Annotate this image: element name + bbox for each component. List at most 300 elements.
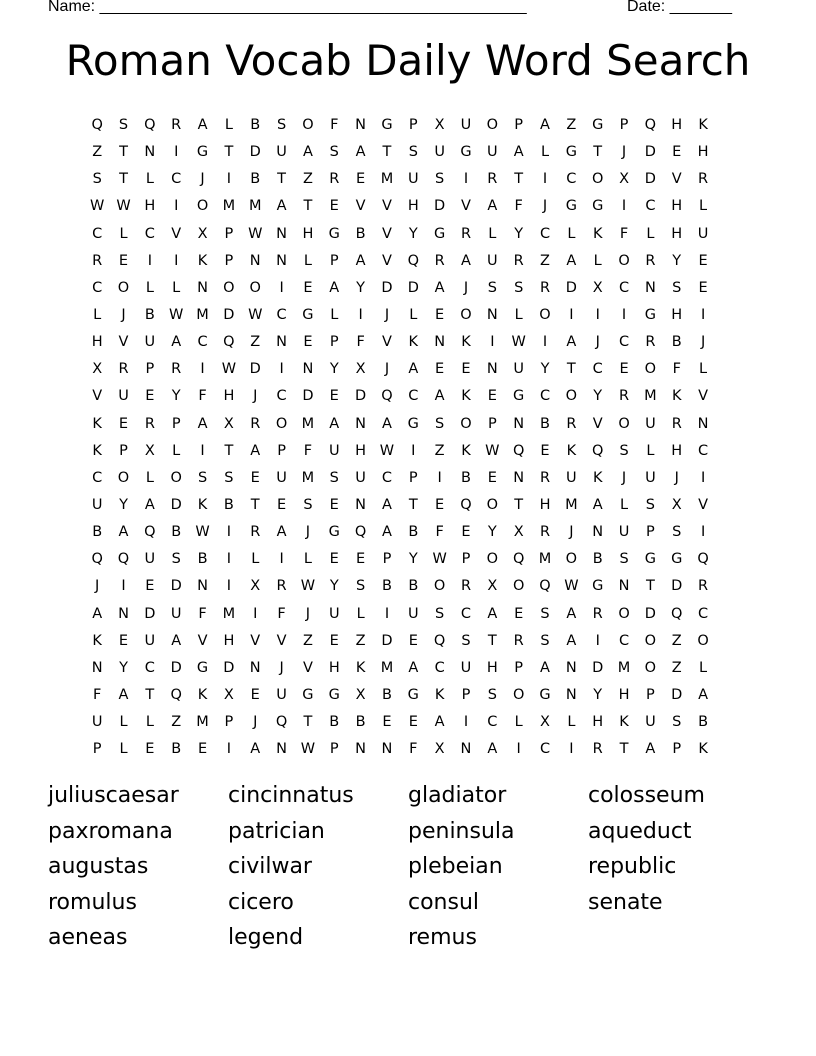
grid-letter[interactable]: Q	[91, 551, 103, 568]
grid-letter[interactable]: U	[170, 605, 182, 622]
grid-letter[interactable]: I	[226, 171, 232, 188]
grid-letter[interactable]: W	[300, 741, 316, 758]
grid-letter[interactable]: L	[172, 279, 181, 296]
grid-letter[interactable]: S	[619, 442, 629, 459]
grid-letter[interactable]: U	[144, 632, 156, 649]
grid-letter[interactable]: K	[671, 388, 682, 405]
grid-letter[interactable]: H	[618, 686, 630, 703]
grid-letter[interactable]: E	[329, 632, 339, 649]
grid-letter[interactable]: S	[329, 469, 339, 486]
grid-letter[interactable]: Q	[407, 252, 419, 269]
grid-letter[interactable]: K	[461, 334, 471, 351]
grid-letter[interactable]: F	[303, 442, 313, 459]
grid-letter[interactable]: E	[118, 252, 129, 269]
grid-letter[interactable]: I	[700, 469, 706, 486]
grid-letter[interactable]: N	[592, 524, 604, 541]
grid-letter[interactable]: L	[646, 225, 655, 242]
grid-letter[interactable]: I	[569, 306, 574, 323]
grid-letter[interactable]: C	[460, 605, 472, 622]
grid-letter[interactable]: R	[276, 578, 287, 595]
grid-letter[interactable]: I	[279, 279, 284, 296]
grid-letter[interactable]: H	[355, 442, 367, 459]
grid-letter[interactable]: M	[222, 605, 236, 622]
grid-letter[interactable]: U	[407, 605, 419, 622]
grid-letter[interactable]: U	[276, 686, 287, 703]
grid-letter[interactable]: H	[671, 306, 683, 323]
grid-letter[interactable]: T	[224, 442, 234, 459]
grid-letter[interactable]: D	[381, 279, 393, 296]
grid-letter[interactable]: M	[196, 714, 209, 731]
name-field[interactable]: Name: ________________________________________________	[48, 0, 527, 15]
grid-letter[interactable]: I	[279, 551, 284, 568]
grid-letter[interactable]: K	[197, 686, 208, 703]
grid-letter[interactable]: R	[171, 117, 182, 133]
grid-letter[interactable]: O	[697, 632, 709, 649]
grid-letter[interactable]: X	[355, 361, 366, 378]
grid-letter[interactable]: X	[487, 578, 498, 595]
grid-letter[interactable]: G	[644, 551, 657, 568]
grid-letter[interactable]: L	[119, 741, 128, 758]
grid-letter[interactable]: J	[621, 469, 627, 486]
grid-letter[interactable]: G	[539, 686, 551, 703]
grid-letter[interactable]: N	[91, 659, 103, 676]
grid-letter[interactable]: K	[566, 442, 577, 459]
grid-letter[interactable]: P	[145, 361, 155, 378]
grid-letter[interactable]: D	[302, 388, 314, 405]
grid-letter[interactable]: Y	[593, 686, 603, 703]
grid-letter[interactable]: R	[92, 252, 103, 269]
grid-letter[interactable]: T	[487, 632, 497, 649]
grid-letter[interactable]: A	[381, 524, 392, 541]
grid-letter[interactable]: P	[487, 415, 497, 432]
grid-letter[interactable]: E	[303, 279, 313, 296]
grid-letter[interactable]: L	[646, 442, 655, 459]
grid-letter[interactable]: I	[700, 306, 706, 323]
grid-letter[interactable]: J	[384, 361, 390, 378]
grid-letter[interactable]: V	[118, 334, 129, 351]
grid-letter[interactable]: S	[435, 605, 445, 622]
grid-letter[interactable]: H	[592, 714, 604, 731]
grid-letter[interactable]: J	[569, 524, 574, 541]
grid-letter[interactable]: B	[408, 524, 419, 541]
grid-letter[interactable]: X	[540, 714, 550, 731]
grid-letter[interactable]: O	[644, 632, 657, 649]
grid-letter[interactable]: N	[618, 578, 630, 595]
grid-letter[interactable]: N	[355, 741, 367, 758]
grid-letter[interactable]: C	[618, 334, 630, 351]
grid-letter[interactable]: E	[303, 334, 313, 351]
grid-letter[interactable]: M	[644, 388, 657, 405]
grid-letter[interactable]: D	[170, 496, 182, 513]
grid-letter[interactable]: C	[144, 225, 155, 242]
grid-letter[interactable]: H	[223, 632, 235, 649]
grid-letter[interactable]: S	[514, 279, 524, 296]
grid-letter[interactable]: Z	[671, 659, 682, 676]
grid-letter[interactable]: A	[92, 605, 103, 622]
grid-letter[interactable]: Z	[302, 632, 313, 649]
grid-letter[interactable]: A	[408, 361, 419, 378]
grid-letter[interactable]: W	[221, 361, 237, 378]
grid-letter[interactable]: B	[171, 524, 182, 541]
grid-letter[interactable]: H	[407, 198, 419, 215]
grid-letter[interactable]: W	[248, 225, 263, 242]
grid-letter[interactable]: P	[92, 741, 102, 758]
grid-letter[interactable]: E	[118, 632, 129, 649]
grid-letter[interactable]: O	[512, 578, 525, 595]
grid-letter[interactable]: A	[434, 279, 445, 296]
grid-letter[interactable]: R	[619, 388, 630, 405]
grid-letter[interactable]: R	[250, 524, 261, 541]
grid-letter[interactable]: Q	[144, 524, 156, 541]
grid-letter[interactable]: Z	[434, 442, 445, 459]
grid-letter[interactable]: O	[170, 469, 182, 486]
grid-letter[interactable]: K	[619, 714, 629, 731]
grid-letter[interactable]: N	[276, 252, 287, 269]
grid-letter[interactable]: O	[249, 279, 261, 296]
grid-letter[interactable]: K	[698, 741, 708, 758]
grid-letter[interactable]: N	[276, 225, 287, 242]
grid-letter[interactable]: Y	[408, 225, 418, 242]
grid-letter[interactable]: N	[434, 334, 446, 351]
grid-letter[interactable]: E	[329, 496, 339, 513]
grid-letter[interactable]: L	[699, 198, 708, 215]
grid-letter[interactable]: I	[174, 144, 179, 161]
grid-letter[interactable]: A	[250, 442, 261, 459]
grid-letter[interactable]: C	[645, 198, 656, 215]
grid-letter[interactable]: S	[645, 496, 655, 513]
grid-letter[interactable]: W	[432, 551, 447, 568]
grid-letter[interactable]: O	[565, 388, 578, 405]
grid-letter[interactable]: T	[408, 496, 418, 513]
grid-letter[interactable]: O	[512, 686, 525, 703]
grid-letter[interactable]: D	[170, 659, 182, 676]
grid-letter[interactable]: J	[305, 524, 311, 541]
grid-letter[interactable]: Q	[671, 605, 683, 622]
grid-letter[interactable]: N	[144, 144, 156, 161]
grid-letter[interactable]: R	[513, 632, 524, 649]
grid-letter[interactable]: R	[118, 361, 129, 378]
grid-letter[interactable]: A	[197, 415, 208, 432]
grid-letter[interactable]: H	[144, 198, 156, 215]
grid-letter[interactable]: C	[276, 306, 287, 323]
grid-letter[interactable]: U	[328, 442, 340, 459]
grid-letter[interactable]: U	[645, 415, 656, 432]
grid-letter[interactable]: N	[486, 306, 498, 323]
grid-letter[interactable]: D	[170, 578, 182, 595]
grid-letter[interactable]: Z	[250, 334, 261, 351]
grid-letter[interactable]: V	[698, 388, 709, 405]
grid-letter[interactable]: T	[382, 144, 392, 161]
grid-letter[interactable]: R	[592, 605, 603, 622]
grid-letter[interactable]: G	[302, 686, 314, 703]
grid-letter[interactable]: U	[407, 171, 419, 188]
grid-letter[interactable]: M	[617, 659, 631, 676]
grid-letter[interactable]: D	[249, 144, 261, 161]
grid-letter[interactable]: N	[249, 252, 261, 269]
grid-letter[interactable]: U	[276, 144, 287, 161]
grid-letter[interactable]: L	[145, 469, 154, 486]
grid-letter[interactable]: I	[621, 306, 627, 323]
grid-letter[interactable]: O	[591, 171, 604, 188]
grid-letter[interactable]: Z	[540, 252, 550, 269]
grid-letter[interactable]: G	[644, 306, 657, 323]
grid-letter[interactable]: G	[592, 198, 604, 215]
grid-letter[interactable]: E	[118, 415, 129, 432]
grid-letter[interactable]: K	[92, 442, 102, 459]
grid-letter[interactable]: B	[671, 334, 682, 351]
grid-letter[interactable]: M	[301, 469, 315, 486]
grid-letter[interactable]: E	[461, 524, 471, 541]
grid-letter[interactable]: Y	[593, 388, 603, 405]
grid-letter[interactable]: L	[330, 306, 339, 323]
date-field[interactable]: Date: _______	[627, 0, 732, 15]
grid-letter[interactable]: S	[619, 551, 629, 568]
grid-letter[interactable]: Y	[672, 252, 682, 269]
grid-letter[interactable]: S	[487, 279, 497, 296]
grid-letter[interactable]: A	[329, 279, 340, 296]
grid-letter[interactable]: L	[540, 144, 550, 161]
grid-letter[interactable]: I	[463, 171, 469, 188]
grid-letter[interactable]: C	[92, 279, 103, 296]
grid-letter[interactable]: T	[224, 144, 234, 161]
grid-letter[interactable]: J	[200, 171, 205, 188]
grid-letter[interactable]: A	[197, 117, 208, 133]
grid-letter[interactable]: P	[672, 741, 682, 758]
grid-letter[interactable]: Y	[171, 388, 181, 405]
grid-letter[interactable]: O	[460, 415, 472, 432]
grid-letter[interactable]: K	[197, 252, 208, 269]
grid-letter[interactable]: G	[592, 117, 604, 133]
grid-letter[interactable]: R	[539, 469, 551, 486]
grid-letter[interactable]: O	[196, 198, 209, 215]
grid-letter[interactable]: N	[381, 741, 393, 758]
grid-letter[interactable]: K	[461, 388, 471, 405]
grid-letter[interactable]: E	[329, 198, 339, 215]
grid-letter[interactable]: N	[197, 578, 208, 595]
grid-letter[interactable]: D	[223, 306, 235, 323]
grid-letter[interactable]: I	[121, 578, 126, 595]
grid-letter[interactable]: E	[698, 252, 708, 269]
grid-letter[interactable]: A	[276, 524, 287, 541]
grid-letter[interactable]: A	[487, 605, 498, 622]
grid-letter[interactable]: L	[699, 361, 708, 378]
grid-letter[interactable]: A	[513, 144, 524, 161]
grid-letter[interactable]: Z	[566, 117, 577, 133]
grid-letter[interactable]: O	[302, 117, 314, 133]
grid-letter[interactable]: Z	[671, 632, 682, 649]
grid-letter[interactable]: E	[540, 442, 550, 459]
grid-letter[interactable]: L	[356, 605, 365, 622]
grid-letter[interactable]: I	[358, 306, 363, 323]
grid-letter[interactable]: Q	[144, 117, 156, 133]
grid-letter[interactable]: A	[487, 741, 498, 758]
grid-letter[interactable]: A	[540, 117, 550, 133]
grid-letter[interactable]: P	[408, 469, 418, 486]
grid-letter[interactable]: I	[226, 578, 232, 595]
grid-letter[interactable]: I	[384, 605, 390, 622]
grid-letter[interactable]: N	[565, 686, 577, 703]
grid-letter[interactable]: P	[461, 551, 471, 568]
grid-letter[interactable]: B	[355, 225, 366, 242]
grid-letter[interactable]: G	[592, 578, 604, 595]
grid-letter[interactable]: J	[95, 578, 100, 595]
grid-letter[interactable]: S	[435, 171, 445, 188]
grid-letter[interactable]: F	[277, 605, 286, 622]
grid-letter[interactable]: W	[169, 306, 184, 323]
grid-letter[interactable]: D	[407, 279, 419, 296]
grid-letter[interactable]: U	[697, 225, 709, 242]
grid-letter[interactable]: P	[408, 117, 418, 133]
grid-letter[interactable]: A	[434, 714, 445, 731]
grid-letter[interactable]: T	[119, 144, 128, 161]
grid-letter[interactable]: R	[645, 334, 656, 351]
grid-letter[interactable]: A	[171, 632, 182, 649]
grid-letter[interactable]: H	[539, 496, 551, 513]
grid-letter[interactable]: P	[382, 551, 392, 568]
grid-letter[interactable]: E	[672, 144, 682, 161]
grid-letter[interactable]: V	[197, 632, 208, 649]
grid-letter[interactable]: T	[303, 198, 313, 215]
grid-letter[interactable]: E	[698, 279, 708, 296]
grid-letter[interactable]: Q	[170, 686, 182, 703]
grid-letter[interactable]: B	[223, 496, 234, 513]
grid-letter[interactable]: J	[121, 306, 126, 323]
grid-letter[interactable]: L	[567, 225, 576, 242]
grid-letter[interactable]: L	[488, 225, 497, 242]
grid-letter[interactable]: C	[171, 171, 182, 188]
grid-letter[interactable]: T	[566, 361, 576, 378]
grid-letter[interactable]: C	[197, 334, 208, 351]
grid-letter[interactable]: P	[514, 659, 524, 676]
grid-letter[interactable]: G	[196, 659, 209, 676]
grid-letter[interactable]: G	[328, 225, 340, 242]
grid-letter[interactable]: G	[328, 686, 340, 703]
grid-letter[interactable]: B	[197, 551, 208, 568]
grid-letter[interactable]: Y	[329, 578, 339, 595]
grid-letter[interactable]: K	[434, 686, 445, 703]
grid-letter[interactable]: T	[645, 578, 655, 595]
grid-letter[interactable]: E	[619, 361, 629, 378]
grid-letter[interactable]: R	[539, 524, 551, 541]
grid-letter[interactable]: B	[461, 469, 471, 486]
grid-letter[interactable]: Q	[223, 334, 235, 351]
grid-letter[interactable]: G	[381, 117, 393, 133]
grid-letter[interactable]: A	[171, 334, 182, 351]
grid-letter[interactable]: R	[592, 741, 603, 758]
grid-letter[interactable]: A	[144, 496, 155, 513]
grid-letter[interactable]: I	[516, 741, 521, 758]
grid-letter[interactable]: W	[564, 578, 579, 595]
grid-letter[interactable]: M	[196, 306, 209, 323]
grid-letter[interactable]: D	[355, 388, 367, 405]
grid-letter[interactable]: J	[621, 144, 627, 161]
grid-letter[interactable]: T	[593, 144, 603, 161]
grid-letter[interactable]: E	[487, 388, 497, 405]
grid-letter[interactable]: K	[197, 496, 208, 513]
grid-letter[interactable]: L	[699, 659, 708, 676]
grid-letter[interactable]: R	[144, 415, 155, 432]
grid-letter[interactable]: K	[92, 632, 102, 649]
grid-letter[interactable]: U	[91, 714, 103, 731]
grid-letter[interactable]: S	[540, 632, 550, 649]
grid-letter[interactable]: O	[618, 605, 630, 622]
grid-letter[interactable]: A	[566, 632, 577, 649]
grid-letter[interactable]: O	[460, 306, 472, 323]
grid-letter[interactable]: A	[461, 252, 471, 269]
grid-letter[interactable]: O	[486, 551, 499, 568]
grid-letter[interactable]: X	[592, 279, 603, 296]
grid-letter[interactable]: O	[223, 279, 235, 296]
grid-letter[interactable]: L	[593, 252, 602, 269]
grid-letter[interactable]: O	[644, 361, 657, 378]
grid-letter[interactable]: R	[566, 415, 577, 432]
grid-letter[interactable]: D	[671, 578, 683, 595]
grid-letter[interactable]: P	[171, 415, 181, 432]
grid-letter[interactable]: Z	[302, 171, 313, 188]
grid-letter[interactable]: P	[461, 686, 471, 703]
grid-letter[interactable]: E	[145, 741, 155, 758]
grid-letter[interactable]: G	[328, 524, 340, 541]
grid-letter[interactable]: O	[486, 496, 499, 513]
grid-letter[interactable]: E	[329, 551, 339, 568]
grid-letter[interactable]: L	[119, 225, 128, 242]
grid-letter[interactable]: U	[118, 388, 129, 405]
grid-letter[interactable]: E	[435, 361, 445, 378]
grid-letter[interactable]: N	[513, 415, 525, 432]
grid-letter[interactable]: K	[408, 334, 419, 351]
grid-letter[interactable]: V	[276, 632, 287, 649]
grid-letter[interactable]: I	[226, 551, 232, 568]
grid-letter[interactable]: P	[619, 117, 629, 133]
grid-letter[interactable]: B	[408, 578, 419, 595]
grid-letter[interactable]: Z	[92, 144, 103, 161]
grid-letter[interactable]: F	[409, 741, 418, 758]
grid-letter[interactable]: Q	[117, 551, 130, 568]
grid-letter[interactable]: A	[118, 524, 129, 541]
grid-letter[interactable]: D	[592, 659, 604, 676]
grid-letter[interactable]: F	[435, 524, 444, 541]
grid-letter[interactable]: I	[253, 605, 258, 622]
grid-letter[interactable]: L	[409, 306, 418, 323]
grid-letter[interactable]: J	[279, 659, 284, 676]
grid-letter[interactable]: X	[513, 524, 524, 541]
grid-letter[interactable]: F	[198, 388, 207, 405]
grid-letter[interactable]: T	[145, 686, 155, 703]
grid-letter[interactable]: H	[328, 659, 340, 676]
grid-letter[interactable]: A	[276, 198, 287, 215]
grid-letter[interactable]: Z	[355, 632, 366, 649]
grid-letter[interactable]: D	[644, 144, 656, 161]
grid-letter[interactable]: U	[513, 361, 524, 378]
grid-letter[interactable]: E	[356, 551, 366, 568]
grid-letter[interactable]: C	[539, 388, 551, 405]
grid-letter[interactable]: F	[514, 198, 523, 215]
grid-letter[interactable]: J	[674, 469, 679, 486]
grid-letter[interactable]: U	[328, 605, 340, 622]
grid-letter[interactable]: V	[302, 659, 313, 676]
grid-letter[interactable]: W	[511, 334, 526, 351]
grid-letter[interactable]: N	[197, 279, 208, 296]
grid-letter[interactable]: C	[381, 469, 393, 486]
grid-letter[interactable]: V	[250, 632, 261, 649]
grid-letter[interactable]: H	[91, 334, 103, 351]
grid-letter[interactable]: X	[434, 117, 445, 133]
grid-letter[interactable]: L	[145, 171, 154, 188]
grid-letter[interactable]: V	[92, 388, 103, 405]
grid-letter[interactable]: P	[224, 714, 234, 731]
grid-letter[interactable]: Y	[119, 659, 128, 676]
grid-letter[interactable]: S	[171, 551, 181, 568]
